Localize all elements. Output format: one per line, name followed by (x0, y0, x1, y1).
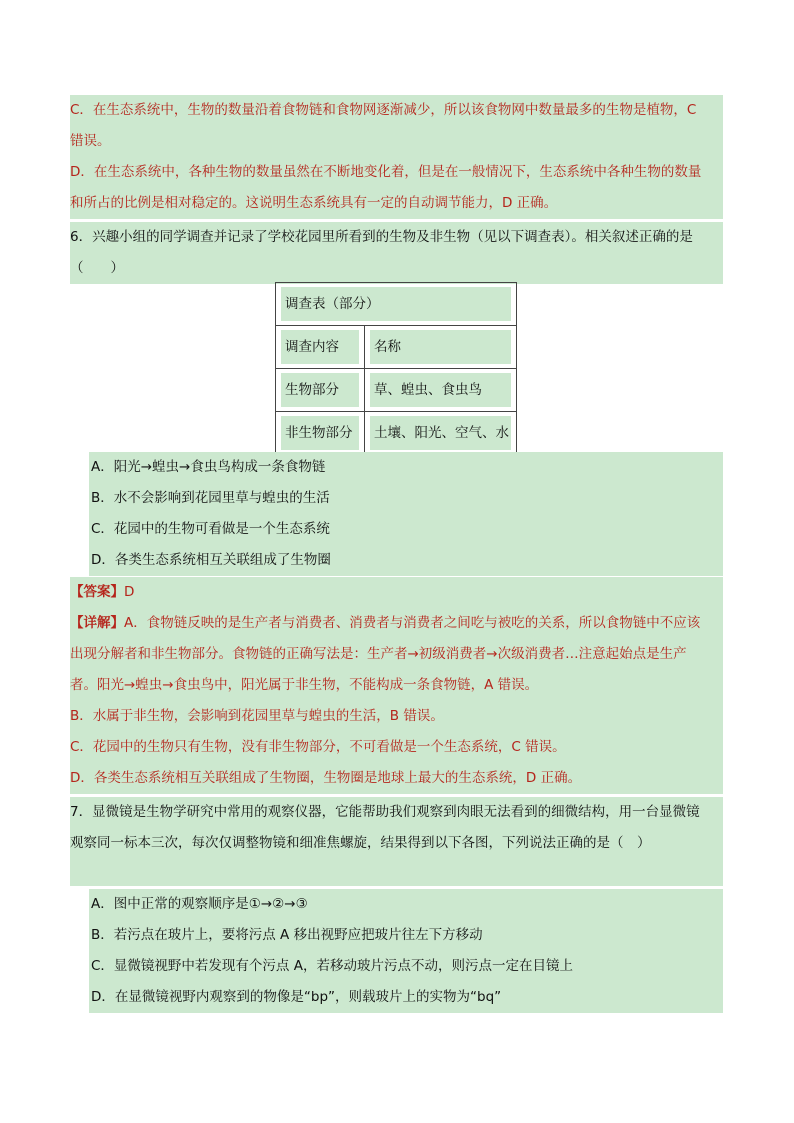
table-row (276, 369, 517, 412)
table-row-value: 草、蝗虫、食虫鸟 (370, 373, 511, 407)
detail-label: 【详解】 (70, 615, 124, 631)
q7-figure-placeholder (70, 859, 723, 886)
prev-explanation-c-line1: C．在生态系统中，生物的数量沿着食物链和食物网逐渐减少，所以该食物网中数量最多的生物是植物，C (70, 95, 723, 126)
table-row (276, 412, 517, 455)
q6-detail-line3: 者。阳光→蝗虫→食虫鸟中，阳光属于非生物，不能构成一条食物链，A 错误。 (70, 670, 723, 701)
prev-explanation-d-line1: D．在生态系统中，各种生物的数量虽然在不断地变化着，但是在一般情况下，生态系统中各种生物的数量 (70, 157, 723, 188)
q6-detail-b: B．水属于非生物，会影响到花园里草与蝗虫的生活，B 错误。 (70, 701, 723, 732)
q6-option-a: A．阳光→蝗虫→食虫鸟构成一条食物链 (89, 452, 723, 483)
q7-option-a: A．图中正常的观察顺序是①→②→③ (89, 889, 723, 920)
q6-detail-line1 (70, 608, 723, 639)
table-row-label: 非生物部分 (281, 416, 359, 450)
q6-stem-line1: 6．兴趣小组的同学调查并记录了学校花园里所看到的生物及非生物（见以下调查表）。相关叙述正确的是 (70, 222, 723, 253)
detail-text: A．食物链反映的是生产者与消费者、消费者与消费者之间吃与被吃的关系，所以食物链中不应该 (124, 615, 701, 631)
table-row-label: 生物部分 (281, 373, 359, 407)
q6-option-d: D．各类生态系统相互关联组成了生物圈 (89, 545, 723, 576)
survey-table-title-cell (276, 283, 517, 326)
table-row-value: 土壤、阳光、空气、水 (370, 416, 511, 450)
q7-option-b: B．若污点在玻片上，要将污点 A 移出视野应把玻片往左下方移动 (89, 920, 723, 951)
q6-detail-d: D．各类生态系统相互关联组成了生物圈，生物圈是地球上最大的生态系统，D 正确。 (70, 763, 723, 794)
q7-stem-line1: 7．显微镜是生物学研究中常用的观察仪器，它能帮助我们观察到肉眼无法看到的细微结构，用一台显微镜 (70, 797, 723, 828)
q6-detail-line2: 出现分解者和非生物部分。食物链的正确写法是：生产者→初级消费者→次级消费者…注意起始点是生产 (70, 639, 723, 670)
q6-stem-line2: （ ） (70, 253, 723, 284)
prev-explanation-d-line2: 和所占的比例是相对稳定的。这说明生态系统具有一定的自动调节能力，D 正确。 (70, 188, 723, 219)
answer-label: 【答案】 (70, 584, 124, 600)
q7-stem-line2: 观察同一标本三次，每次仅调整物镜和细准焦螺旋，结果得到以下各图，下列说法正确的是（ ） (70, 828, 723, 859)
q7-option-d: D．在显微镜视野内观察到的物像是“bp”，则载玻片上的实物为“bq” (89, 982, 723, 1013)
q6-option-c: C．花园中的生物可看做是一个生态系统 (89, 514, 723, 545)
survey-table-title: 调查表（部分） (281, 287, 511, 321)
q6-option-b: B．水不会影响到花园里草与蝗虫的生活 (89, 483, 723, 514)
answer-value: D (124, 584, 135, 600)
prev-explanation-c-line2: 错误。 (70, 126, 723, 157)
survey-table (275, 282, 517, 455)
table-row-value: 名称 (370, 330, 511, 364)
q7-option-c: C．显微镜视野中若发现有个污点 A，若移动玻片污点不动，则污点一定在目镜上 (89, 951, 723, 982)
table-row (276, 326, 517, 369)
q6-answer (70, 577, 723, 608)
table-row-label: 调查内容 (281, 330, 359, 364)
q6-detail-c: C．花园中的生物只有生物，没有非生物部分，不可看做是一个生态系统，C 错误。 (70, 732, 723, 763)
